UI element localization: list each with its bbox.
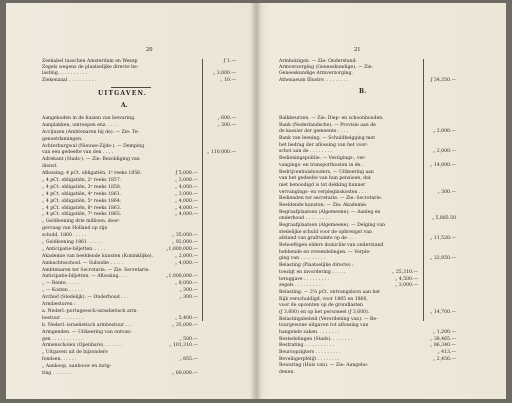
total-amount: „ 413.— — [437, 350, 456, 356]
ledger-row — [6, 240, 256, 247]
book-gutter — [250, 3, 262, 399]
ledger-row — [6, 330, 256, 337]
ledger-row — [6, 247, 256, 254]
entry-text: Aanplakken, omroepen enz. . . . . — [42, 122, 119, 128]
total-amount: „ 300.— — [217, 122, 236, 128]
ledger-row — [6, 178, 256, 185]
entry-text: Bestrating. . . . . . . . . . . — [279, 343, 335, 349]
ledger-row — [256, 303, 506, 310]
entry-text: vervangings- en verpleginskosten . . . — [279, 189, 367, 195]
entry-text: Armbesturen : — [42, 302, 76, 308]
entry-text: hangende zaken. . . . . . . . — [279, 330, 339, 335]
ledger-row — [256, 290, 506, 297]
entry-text: Behoeftigen elders domicilie van onderstand — [279, 243, 384, 249]
entry-text: Bestedelingen (Stads). . . . . . . . — [279, 336, 353, 342]
entry-text: van het gedeelte van hun pensioen, dat — [279, 176, 371, 182]
total-amount: „ 32,850.— — [430, 256, 456, 262]
sub-amount: „ 3,000.— — [394, 283, 418, 289]
entry-text: Ziekenzaal . . . . . . . . . . — [42, 77, 97, 83]
sub-amount: „ 855.— — [179, 357, 198, 363]
entry-text: Zegels wegens de plaatselijke directe be- — [42, 65, 139, 71]
entry-text: Aangeboden in de huizen van bewaring. — [42, 116, 136, 121]
sub-amount: „ 300.— — [179, 295, 198, 301]
sub-amount: „1,000,000.— — [166, 246, 198, 252]
entry-text: lasting . . . . . . . . . . — [42, 71, 87, 77]
sub-amount: „ 25,310.— — [392, 269, 418, 275]
ledger-row — [6, 323, 256, 330]
sub-amount: „ 92,000.— — [172, 240, 198, 246]
ledger-row — [256, 323, 506, 330]
entry-text: gen . . . . . . . . . . . — [42, 336, 83, 342]
entry-text: ting . . . . . . . — [42, 370, 72, 376]
entry-text: bestuur . . . . . . . . — [42, 315, 84, 321]
ledger-row — [256, 310, 506, 317]
sub-amount: „ 35,000.— — [172, 322, 198, 328]
entry-text: stedelijke schuld voor de opbrengst van — [279, 229, 372, 235]
entry-text: zegels . . . . . . . . . . — [279, 283, 323, 289]
open-book — [6, 3, 506, 399]
total-amount: „ 300.— — [437, 189, 456, 195]
ledger-row — [256, 78, 506, 84]
ledger-row — [6, 171, 256, 178]
entry-text: Armverzorging (Geneeskundige). — Zie: — [279, 65, 373, 71]
sub-amount: „ 4,000.— — [174, 205, 198, 211]
entry-text: b. Nederl.-israelietisch armbestuur . . . — [42, 322, 133, 328]
entry-text: „ 4 pCt. obligatiën, 2ᵉ reeks 1857. — [42, 178, 122, 184]
entry-text: dienst. — [42, 164, 58, 170]
ledger-row — [256, 270, 506, 277]
left-top-lines — [6, 59, 256, 84]
ledger-row — [256, 183, 506, 190]
ledger-row — [6, 295, 256, 302]
ledger-row — [6, 116, 256, 123]
ledger-row — [256, 136, 506, 143]
ledger-row — [6, 364, 256, 371]
entry-text: gevraag van Holland op zijn — [42, 226, 108, 232]
entry-text: Ambachtsschool. — Subsidie . . . . . — [42, 260, 124, 266]
entry-text: „ Anticipatie-biljetten. . . . . — [42, 246, 106, 252]
total-amount: „ 14,700.— — [430, 309, 456, 315]
total-amount: ƒ 34,350.— — [430, 77, 456, 83]
ledger-row — [256, 196, 506, 203]
sub-amount: „ 4,500.— — [394, 276, 418, 282]
ledger-row — [6, 261, 256, 268]
entry-text: Ambtenaren ter Secretarie. — Zie: Secretarie. — [42, 267, 150, 273]
ledger-row — [256, 223, 506, 230]
sub-amount: „ 8,000.— — [174, 281, 198, 287]
entry-text: „ 4 pCt. obligatiën, 6ᵉ reeks 1863. — [42, 205, 122, 211]
ledger-row — [6, 316, 256, 323]
entry-text: toezigt en invordering . . . . . — [279, 269, 346, 275]
entry-text: (ƒ 3,600) en op het personeel (ƒ 3,600). — [279, 309, 370, 315]
entry-text: „ 4 pCt. obligatiën, 5ᵉ reeks 1864. — [42, 198, 122, 204]
rule-above-heading — [111, 87, 151, 88]
entry-text: fondsen. . . . . . — [42, 357, 77, 363]
entry-text: Bedrijvenhuishouders. — Uitkeering aan — [279, 169, 374, 175]
entry-text: Bedieningspolitie. — Vestigings-, ver- — [279, 156, 367, 162]
entry-text: Armgenden. — Uitkeering van ontvan- — [42, 329, 132, 335]
entry-text: Bank (Nederlandsche). — Provisie aan de — [279, 122, 376, 128]
ledger-row — [6, 302, 256, 309]
sub-amount: ƒ 5,000.— — [175, 171, 198, 177]
entry-text: voor de opcenten op de grondlasten — [279, 303, 364, 309]
sub-amount: „ 500.— — [179, 336, 198, 342]
entry-text: „ 4 pCt. obligatiën, 7ᵉ reeks 1865. — [42, 212, 122, 218]
ledger-row — [256, 116, 506, 123]
ledger-row — [256, 350, 506, 357]
entry-text: hebbende en vreemdelingen. — Verple- — [279, 249, 371, 255]
total-amount: „ 600.— — [217, 116, 236, 121]
ledger-row — [256, 203, 506, 210]
total-amount: „ 5,885.50 — [431, 216, 456, 222]
total-amount: „ 1,200.— — [432, 330, 456, 335]
ledger-row — [6, 192, 256, 199]
sub-amount: „ 60,000.— — [172, 370, 198, 376]
ledger-row — [6, 199, 256, 206]
entry-text: Beeldende kunsten. — Zie: Akademie. — [279, 202, 368, 208]
entry-text: Accijnzen (Ambtenaren bij de). — Zie: Te- — [42, 129, 139, 135]
entry-text: het bedrag der aflossing van het voor- — [279, 142, 368, 148]
total-amount: „ 11,520.— — [430, 236, 456, 242]
total-amount: „ 2,450.— — [432, 356, 456, 362]
entry-text: de kassier der gemeente . . . . — [279, 129, 349, 135]
entry-text: Aflossing: 4 pCt. obligatiën, 1ᵉ reeks 1856. — [42, 171, 142, 177]
sub-amount: „ 2,000.— — [174, 253, 198, 259]
entry-text: Armenscholen (Openbare). . . . . . . — [42, 343, 123, 349]
ledger-row — [6, 130, 256, 137]
entry-text: Bewaring (Huis van). — Zie: Aangebo- — [279, 363, 369, 369]
entry-text: Balkbeurzen. — Zie: Diep- en schoonbouden. — [279, 116, 384, 121]
entry-text: Belasting (Plaatselijke directe) : — [279, 263, 354, 269]
entry-text: Akademie van beeldende kunsten (Koninklijke). — [42, 253, 154, 259]
entry-text: afstand van grafruimte op de . . . — [279, 236, 356, 242]
entry-text: Archief (Stedelijk). — Onderhoud . . . — [42, 295, 129, 301]
uitgaven-heading: UITGAVEN. — [98, 90, 148, 97]
right-top-lines — [256, 59, 506, 84]
ledger-row — [256, 176, 506, 183]
entry-text: Anticipatie-biljetten. — Aflossing. . . . — [42, 274, 129, 280]
entry-text: Rijk verschuldigd, voor 1865 en 1866, — [279, 296, 368, 302]
entry-text: „ 4 pCt. obligatiën, 3ᵉ reeks 1858. — [42, 184, 122, 190]
entry-text: Begraafplaatsen (Algemeene). — Aanleg en — [279, 209, 381, 215]
ledger-row — [256, 216, 506, 223]
entry-text: Adrekant (Stads-). — Zie: Bezoldiging van — [42, 157, 140, 163]
ledger-row — [6, 78, 256, 84]
total-amount: „ 110,000.— — [207, 150, 236, 156]
total-amount: „ 2,000.— — [432, 129, 456, 135]
right-page — [256, 3, 506, 399]
entry-text: „ Aankoop, aanbouw en inrig- — [42, 364, 112, 370]
ledger-row — [6, 371, 256, 378]
entry-text: „ Geldleening 1861 . . . . . — [42, 240, 102, 246]
ledger-row — [6, 233, 256, 240]
ledger-row — [6, 137, 256, 144]
entry-text: Bedienden ter secretarie. — Zie: Secretarie. — [279, 196, 383, 202]
entry-text: genoetdamingen. — [42, 136, 83, 142]
sub-amount: „ 4,000.— — [174, 198, 198, 204]
ledger-row — [256, 156, 506, 163]
ledger-row — [256, 163, 506, 170]
entry-text: Beursopzigters . . . . . . . . . — [279, 350, 341, 356]
entry-text: „ — Rente. . . . . — [42, 281, 79, 287]
total-amount: „ 38,465.— — [430, 336, 456, 342]
right-entries — [256, 116, 506, 377]
ledger-row — [6, 123, 256, 130]
entry-text: tuurgewone uitgaven tot aflossing van — [279, 323, 369, 329]
entry-text: denen. — [279, 370, 295, 376]
sub-amount: „ 101,310.— — [169, 343, 198, 349]
ledger-row — [256, 330, 506, 337]
entry-text: vangings- en transportkosten in de. . — [279, 162, 365, 168]
total-amount: ƒ 1.— — [223, 59, 236, 64]
entry-text: van een gedeelte van den . . . . — [42, 150, 114, 156]
entry-text: schuld, 1860 . . . . . — [42, 233, 87, 239]
entry-text: Belastingsbeleid (Verordening van). — Be- — [279, 316, 378, 322]
entry-text: Armhuizigen. — Zie: Onderstand. — [279, 59, 358, 64]
sub-amount: „ 4,000.— — [174, 184, 198, 190]
entry-text: Achterburgwal (Nieuwe-Zijds-). — Demping — [42, 143, 145, 149]
ledger-row — [256, 263, 506, 270]
ledger-row — [6, 309, 256, 316]
total-amount: „ 3,000.— — [212, 71, 236, 77]
sub-amount: „ 5,400.— — [174, 315, 198, 321]
sub-amount: „ 300.— — [179, 288, 198, 294]
total-amount: „ 86,340.— — [430, 343, 456, 349]
section-b-heading: B. — [359, 88, 367, 95]
sub-amount: „ 4,000.— — [174, 260, 198, 266]
entry-text: ging van . . . . . . . . . — [279, 256, 326, 262]
ledger-row — [6, 254, 256, 261]
entry-text: Begraafplaatsen (Algemeene). — Delging van — [279, 223, 386, 228]
left-page — [6, 3, 256, 399]
entry-text: a. Nederl.-portugeesch-israelietisch arm- — [42, 308, 138, 314]
entry-text: Zeekabel tusschen Amsterdam en Wezep — [42, 59, 138, 64]
sub-amount: „ 35,000.— — [172, 233, 198, 239]
entry-text: Bank van leening. — Schuldbelgging met — [279, 136, 376, 142]
ledger-row — [6, 185, 256, 192]
entry-text: Belasting. — 2¼ pCt. ontvangsloon aan het — [279, 289, 380, 295]
entry-text: „ — Kosten . . . . . — [42, 288, 83, 294]
ledger-row — [256, 243, 506, 250]
page-number-left: 20 — [146, 47, 153, 53]
total-amount: „ 14,000.— — [430, 162, 456, 168]
sub-amount: „ 4,000.— — [174, 212, 198, 218]
entry-text: „ Uitgaven uit de bijzondere — [42, 350, 108, 356]
entry-text: onderhoud . . . . . . . . . — [279, 216, 331, 222]
entry-text: teruggave . . . . . . . . . — [279, 276, 329, 282]
sub-amount: „ 3,000.— — [174, 191, 198, 197]
ledger-row — [256, 370, 506, 377]
entry-text: schot aan de . . . . . . . . — [279, 149, 332, 155]
section-a-heading: A. — [121, 102, 128, 109]
total-amount: „ 10.— — [220, 77, 236, 83]
sub-amount: „1,000,000.— — [166, 274, 198, 280]
entry-text: „ 4 pCt. obligatiën, 4ᵉ reeks 1861. — [42, 191, 122, 197]
entry-text: Beveiligerpfelijt . . . . . . . . — [279, 356, 340, 362]
total-amount: „ 2,000.— — [432, 149, 456, 155]
sub-amount: „ 3,000.— — [174, 178, 198, 184]
page-number-right: 21 — [354, 47, 361, 53]
entry-text: Geneeskundige Armverzorging. — [279, 71, 353, 77]
entry-text: niet benoodigd is tot dekking hunner — [279, 182, 366, 188]
ledger-row — [256, 283, 506, 290]
entry-text: Athenaeum Illustre. . . . . . . . . — [279, 77, 349, 83]
left-entries — [6, 116, 256, 378]
entry-text: „ Geldleening drie millioen, door- — [42, 219, 120, 225]
